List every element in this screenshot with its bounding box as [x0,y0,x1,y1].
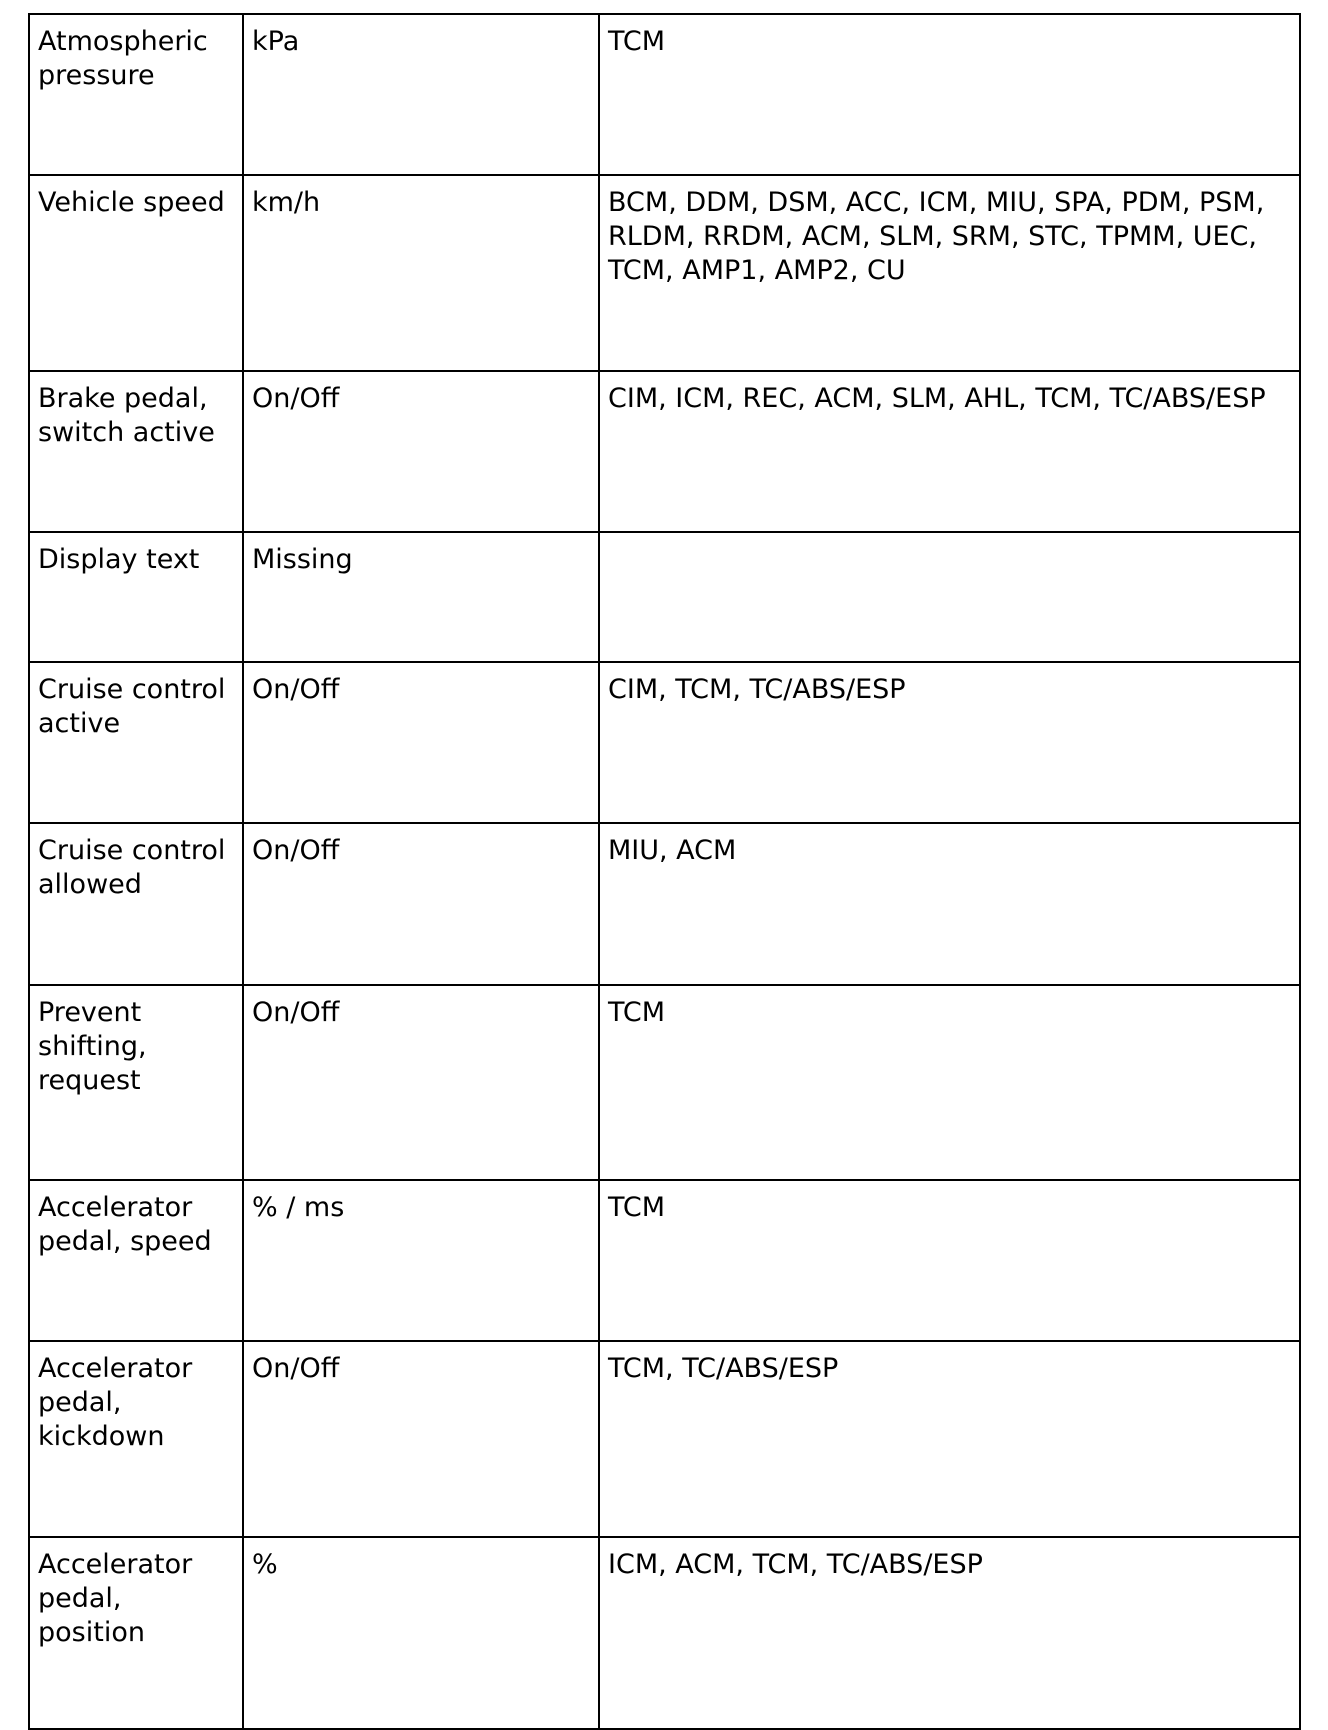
table-row [29,823,1300,985]
unit-cell: kPa [243,14,599,175]
table-row [29,662,1300,823]
signal-name-cell: Prevent shifting, request [29,985,243,1180]
unit-cell: Missing [243,532,599,662]
modules-cell: BCM, DDM, DSM, ACC, ICM, MIU, SPA, PDM, PSM, RLDM, RRDM, ACM, SLM, SRM, STC, TPMM, UEC, TCM, AMP1, AMP2, CU [599,175,1300,371]
signal-name-cell: Accelerator pedal, speed [29,1180,243,1341]
table-row [29,1537,1300,1729]
unit-cell: On/Off [243,371,599,532]
signal-name-cell: Accelerator pedal, position [29,1537,243,1729]
modules-cell: MIU, ACM [599,823,1300,985]
signal-name-cell: Accelerator pedal, kickdown [29,1341,243,1537]
unit-cell: On/Off [243,985,599,1180]
signal-name-cell: Cruise control active [29,662,243,823]
table-row [29,371,1300,532]
modules-cell: CIM, ICM, REC, ACM, SLM, AHL, TCM, TC/ABS/ESP [599,371,1300,532]
unit-cell: % / ms [243,1180,599,1341]
modules-cell: CIM, TCM, TC/ABS/ESP [599,662,1300,823]
table-row [29,1341,1300,1537]
modules-cell: TCM [599,14,1300,175]
table-row [29,985,1300,1180]
table-row [29,1180,1300,1341]
signal-name-cell: Brake pedal, switch active [29,371,243,532]
unit-cell: On/Off [243,823,599,985]
modules-cell: TCM [599,985,1300,1180]
signal-table [28,13,1301,1730]
table-row [29,14,1300,175]
table-row [29,532,1300,662]
unit-cell: % [243,1537,599,1729]
signal-name-cell: Cruise control allowed [29,823,243,985]
signal-name-cell: Display text [29,532,243,662]
modules-cell: TCM [599,1180,1300,1341]
modules-cell: ICM, ACM, TCM, TC/ABS/ESP [599,1537,1300,1729]
signal-name-cell: Atmospheric pressure [29,14,243,175]
modules-cell: TCM, TC/ABS/ESP [599,1341,1300,1537]
unit-cell: km/h [243,175,599,371]
signal-name-cell: Vehicle speed [29,175,243,371]
unit-cell: On/Off [243,1341,599,1537]
modules-cell [599,532,1300,662]
table-row [29,175,1300,371]
unit-cell: On/Off [243,662,599,823]
